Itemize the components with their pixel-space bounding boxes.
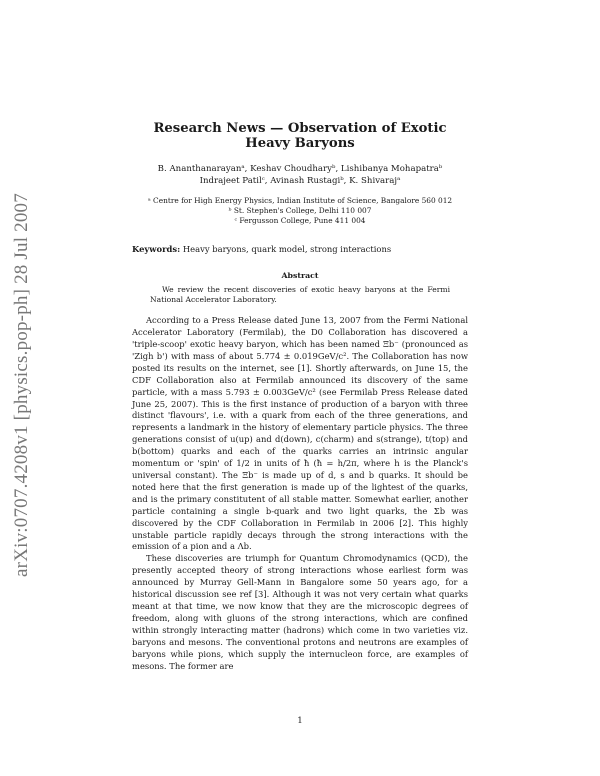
body-paragraph-1: According to a Press Release dated June 13, 2007 from the Fermi National Accelerator Laboratory (Fermilab), the D0 Collaboration has discovered a 'triple-scoop' exotic heavy baryon, which has been named Ξb⁻ (pronounced as 'Zigh b') with mass of about 5.774 ± 0.019GeV/c². The Collaboration has now posted its results on the internet, see [1]. Shortly afterwards, on June 15, the CDF Collaboration also at Fermilab announced its discovery of the same particle, with a mass 5.793 ± 0.003GeV/c² (see Fermilab Press Release dated June 25, 2007). This is the first instance of production of a baryon with three distinct 'flavours', i.e. with a quark from each of the three generations, and represents a landmark in the history of elementary particle physics. The three generations consist of u(up) and d(down), c(charm) and s(strange), t(top) and b(bottom) quarks and each of the quarks carries an intrinsic angular momentum or 'spin' of 1/2 in units of ħ (ħ = h/2π, where h is the Planck's universal constant). The Ξb⁻ is made up of d, s and b quarks. It should be noted here that the first generation is made up of the lightest of the quarks, and is the primary constitutent of all stable matter. Somewhat earlier, another particle containing a single b-quark and two light quarks, the Σb was discovered by the CDF Collaboration in Fermilab in 2006 [2]. This highly unstable particle rapidly decays through the strong interactions with the emission of a pion and a Λb. xyxy=(132,315,468,552)
body-text xyxy=(132,315,468,672)
author-line-1: B. Ananthanarayanᵃ, Keshav Choudharyᵇ, Lishibanya Mohapatraᵇ xyxy=(157,164,443,174)
arxiv-sidebar xyxy=(2,150,42,620)
affiliation-list xyxy=(132,196,468,226)
body-paragraph-2: These discoveries are triumph for Quantum Chromodynamics (QCD), the presently accepted theory of strong interactions whose earliest form was announced by Murray Gell-Mann in Bangalore some 50 years ago, for a historical discussion see ref [3]. Although it was not very certain what quarks meant at that time, we now know that they are the microscopic degrees of freedom, along with gluons of the strong interactions, which are confined within strongly interacting matter (hadrons) which come in two varieties viz. baryons and mesons. The conventional protons and neutrons are examples of baryons while pions, which supply the internucleon force, are examples of mesons. The former are xyxy=(132,553,468,671)
keywords-label: Keywords: xyxy=(132,244,181,254)
affiliation-a: ᵃ Centre for High Energy Physics, Indian Institute of Science, Bangalore 560 012 xyxy=(147,196,453,205)
keywords-text: Heavy baryons, quark model, strong interactions xyxy=(182,244,392,254)
page-number: 1 xyxy=(297,716,303,726)
affiliation-c: ᶜ Fergusson College, Pune 411 004 xyxy=(234,216,366,225)
paper-page xyxy=(132,122,468,672)
keywords xyxy=(132,244,468,256)
author-list xyxy=(132,163,468,187)
abstract-heading: Abstract xyxy=(281,270,319,280)
author-line-2: Indrajeet Patilᶜ, Avinash Rustagiᵇ, K. Shivarajᵃ xyxy=(199,176,401,186)
arxiv-identifier: arXiv:0707.4208v1 [physics.pop-ph] 28 Jul 2007 xyxy=(11,193,32,577)
paper-title: Research News — Observation of Exotic Heavy Baryons xyxy=(153,121,447,151)
abstract-text: We review the recent discoveries of exotic heavy baryons at the Fermi National Accelerator Laboratory. xyxy=(150,284,450,305)
affiliation-b: ᵇ St. Stephen's College, Delhi 110 007 xyxy=(228,206,372,215)
